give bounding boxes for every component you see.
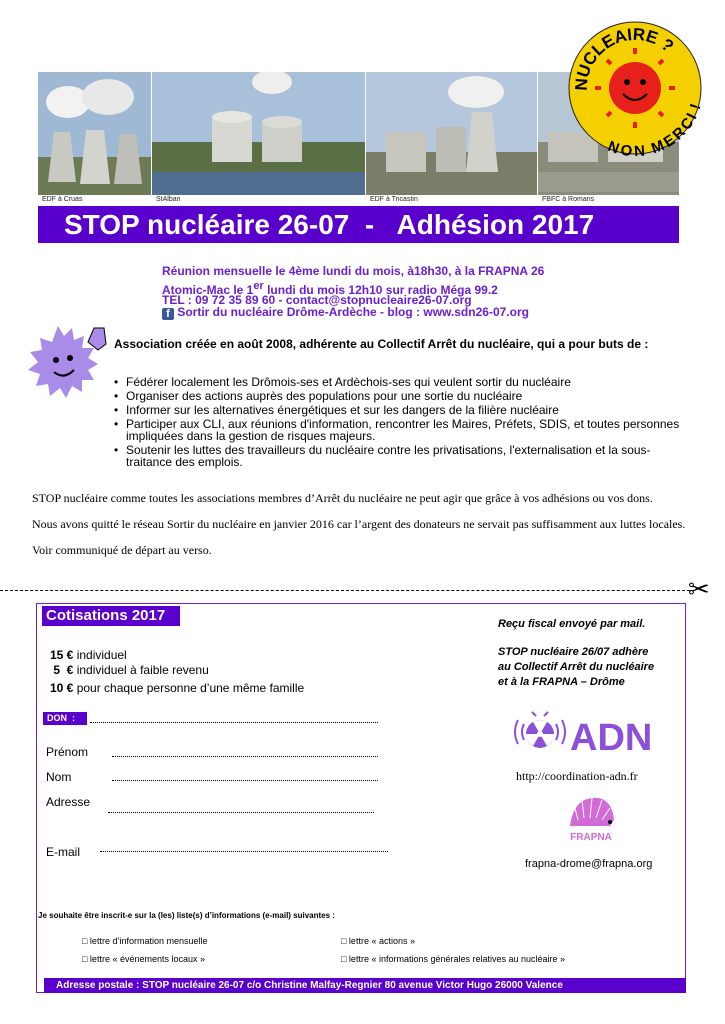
adherence-line-2: au Collectif Arrêt du nucléaire xyxy=(498,661,655,673)
email-input[interactable] xyxy=(100,851,388,852)
radio-info-post: lundi du mois 12h10 sur radio Méga 99.2 xyxy=(263,283,498,297)
paragraph-donations: STOP nucléaire comme toutes les associations membres d’Arrêt du nucléaire ne peut agir que grâce à vos adhésions ou vos dons. xyxy=(32,491,653,505)
badge-top-text: NUCLEAIRE ? xyxy=(571,24,678,92)
adherence-line-3: et à la FRAPNA – Drôme xyxy=(498,676,625,688)
fee-label: individuel xyxy=(73,648,127,662)
fee-family xyxy=(50,681,304,695)
option-local-events[interactable]: □ lettre « événements locaux » xyxy=(82,954,206,964)
photo-caption: FBFC à Romans xyxy=(538,195,679,205)
option-actions[interactable]: □ lettre « actions » xyxy=(341,936,415,946)
paragraph-network: Nous avons quitté le réseau Sortir du nucléaire en janvier 2016 car l’argent des donateurs ne servait pas suffisamment aux luttes locales. xyxy=(32,517,686,531)
option-monthly[interactable]: □ lettre d’information mensuelle xyxy=(82,936,208,946)
adn-url[interactable]: http://coordination-adn.fr xyxy=(516,769,638,783)
radio-info-sup: er xyxy=(253,280,264,292)
postal-address: Adresse postale : STOP nucléaire 26-07 c/o Christine Malfay-Regnier 80 avenue Victor Hugo 26000 Valence xyxy=(44,978,686,993)
paragraph-verso: Voir communiqué de départ au verso. xyxy=(32,543,212,557)
list-item: • Informer sur les alternatives énergétiques et sur les dangers de la filière nucléaire xyxy=(114,404,686,416)
don-input[interactable] xyxy=(90,722,378,723)
firstname-label: Prénom xyxy=(46,745,89,759)
lastname-label: Nom xyxy=(46,770,72,784)
photo-caption: StAlban xyxy=(152,195,365,205)
frapna-email[interactable]: frapna-drome@frapna.org xyxy=(525,858,653,870)
form-heading: Cotisations 2017 xyxy=(42,606,180,626)
fee-label: pour chaque personne d’une même famille xyxy=(73,681,305,695)
fee-amount: 5 € xyxy=(50,663,74,677)
lastname-input[interactable] xyxy=(112,780,378,781)
blog-info[interactable] xyxy=(162,305,529,320)
badge-bottom-text: NON MERCI ! xyxy=(605,101,703,156)
address-label: Adresse xyxy=(46,795,91,809)
fee-amount: 15 € xyxy=(50,648,74,662)
adn-logo xyxy=(510,700,660,760)
list-item: • Fédérer localement les Drômois-ses et Ardèchois-ses qui veulent sortir du nucléaire xyxy=(114,376,686,388)
list-item: • Organiser des actions auprès des populations pour une sortie du nucléaire xyxy=(114,390,686,402)
tax-receipt-note: Reçu fiscal envoyé par mail. xyxy=(498,618,646,630)
option-general-info[interactable]: □ lettre « informations générales relatives au nucléaire » xyxy=(341,954,566,964)
scissors-icon: ✂ xyxy=(688,575,710,605)
adherence-line-1: STOP nucléaire 26/07 adhère xyxy=(498,646,649,658)
don-label: DON : xyxy=(43,712,87,725)
nucleaire-non-merci-badge xyxy=(567,20,703,156)
photo-cruas xyxy=(38,72,151,205)
list-item: • Participer aux CLI, aux réunions d'information, rencontrer les Maires, Préfets, SDIS, et toutes personnes impliquées dans la gestion de risques majeurs. xyxy=(114,418,686,442)
fee-individual xyxy=(50,648,127,662)
radio-info-pre: Atomic-Mac le 1 xyxy=(162,283,254,297)
photo-stalban xyxy=(152,72,365,205)
email-label: E-mail xyxy=(46,845,81,859)
photo-tricastin xyxy=(366,72,537,205)
fist-sun-mascot xyxy=(18,322,110,404)
cut-line xyxy=(0,590,690,591)
goals-list xyxy=(114,376,686,470)
adn-logo-text: ADN xyxy=(570,717,653,759)
meeting-info: Réunion mensuelle le 4ème lundi du mois, à18h30, à la FRAPNA 26 xyxy=(162,264,545,278)
photo-caption: EDF à Tricastin xyxy=(366,195,537,205)
contact-info: TEL : 09 72 35 89 60 - contact@stopnucleaire26-07.org xyxy=(162,293,472,307)
fee-label: individuel à faible revenu xyxy=(73,663,209,677)
firstname-input[interactable] xyxy=(112,756,378,757)
frapna-logo-text: FRAPNA xyxy=(570,832,612,842)
frapna-logo xyxy=(564,790,618,842)
page-title: STOP nucléaire 26-07 - Adhésion 2017 xyxy=(38,206,679,243)
address-input[interactable] xyxy=(108,812,374,813)
facebook-icon[interactable]: f xyxy=(162,308,174,320)
fee-low-income xyxy=(50,663,209,677)
blog-text: Sortir du nucléaire Drôme-Ardèche - blog : www.sdn26-07.org xyxy=(174,305,529,319)
subscribe-text: Je souhaite être inscrit-e sur la (les) liste(s) d’informations (e-mail) suivantes : xyxy=(38,911,335,920)
association-intro: Association créée en août 2008, adhérente au Collectif Arrêt du nucléaire, qui a pour buts de : xyxy=(114,337,649,351)
fee-amount: 10 € xyxy=(50,681,74,695)
list-item: • Soutenir les luttes des travailleurs du nucléaire contre les privatisations, l'externalisation et la sous-traitance des emplois. xyxy=(114,444,686,468)
photo-caption: EDF à Cruas xyxy=(38,195,151,205)
